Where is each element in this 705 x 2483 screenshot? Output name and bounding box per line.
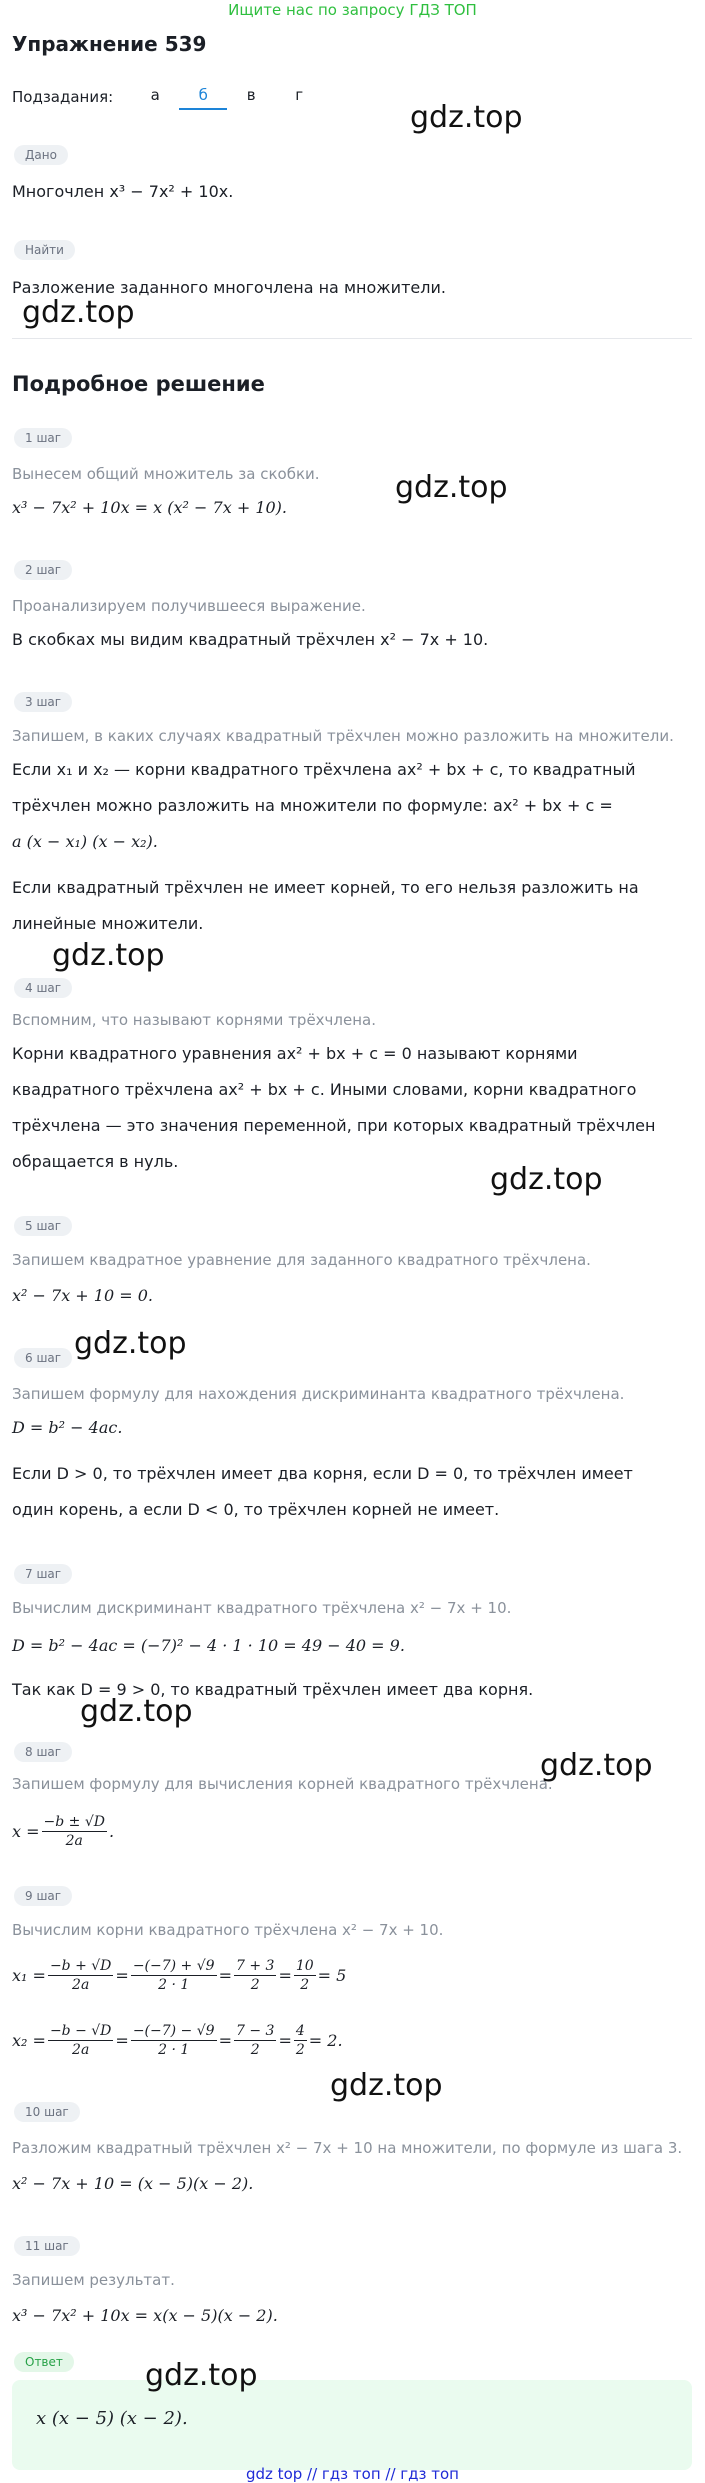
x1-frac-3 <box>234 1957 276 1994</box>
x2-f4-num: 4 <box>295 2022 305 2039</box>
step-5-line: x² − 7x + 10 = 0. <box>12 1286 153 1305</box>
tab-g[interactable]: г <box>295 86 304 104</box>
x2-f4-den: 2 <box>295 2041 305 2058</box>
subtasks-label: Подзадания: <box>12 88 114 106</box>
x2-frac-3 <box>234 2022 276 2059</box>
tab-v[interactable]: в <box>246 86 256 104</box>
given-text: Многочлен x³ − 7x² + 10x. <box>12 182 234 201</box>
step-6-line-3: один корень, а если D < 0, то трёхчлен корней не имеет. <box>12 1500 500 1519</box>
x1-frac-1 <box>48 1957 113 1994</box>
x2-frac-4 <box>294 2022 307 2059</box>
step-7-hint: Вычислим дискриминант квадратного трёхчлена x² − 7x + 10. <box>12 1599 512 1617</box>
subtask-tabs <box>12 84 323 110</box>
divider <box>12 338 692 339</box>
step-3-pill: 3 шаг <box>14 692 72 712</box>
step-4-line-4: обращается в нуль. <box>12 1152 179 1171</box>
watermark: gdz.top <box>52 938 165 973</box>
top-banner[interactable]: Ищите нас по запросу ГДЗ ТОП <box>228 1 477 19</box>
step-6-line-1: D = b² − 4ac. <box>12 1418 123 1437</box>
x2-frac-2 <box>131 2022 217 2059</box>
watermark: gdz.top <box>145 2358 258 2393</box>
x1-tail: = 5 <box>317 1965 347 1985</box>
tab-b[interactable]: б <box>179 84 227 110</box>
step-3-hint: Запишем, в каких случаях квадратный трёхчлен можно разложить на множители. <box>12 727 674 745</box>
step-11-line: x³ − 7x² + 10x = x(x − 5)(x − 2). <box>12 2306 278 2325</box>
x1-f2-den: 2 · 1 <box>158 1976 190 1993</box>
step-9-hint: Вычислим корни квадратного трёхчлена x² − 7x + 10. <box>12 1921 444 1939</box>
formula-tail: . <box>108 1821 115 1841</box>
watermark: gdz.top <box>490 1162 603 1197</box>
x2-f3-num: 7 − 3 <box>235 2022 275 2039</box>
step-10-line: x² − 7x + 10 = (x − 5)(x − 2). <box>12 2174 254 2193</box>
step-11-hint: Запишем результат. <box>12 2271 175 2289</box>
step-4-pill: 4 шаг <box>14 978 72 998</box>
step-8-hint: Запишем формулу для вычисления корней квадратного трёхчлена. <box>12 1775 553 1793</box>
step-10-pill: 10 шаг <box>14 2102 80 2122</box>
x2-frac-1 <box>48 2022 113 2059</box>
step-2-hint: Проанализируем получившееся выражение. <box>12 597 366 615</box>
x1-frac-2 <box>131 1957 217 1994</box>
watermark: gdz.top <box>74 1326 187 1361</box>
x1-f4-den: 2 <box>300 1976 310 1993</box>
step-2-pill: 2 шаг <box>14 560 72 580</box>
step-9-x2: x₂ = $\frac{-b - √D}{2a}$ = $\frac{-(-7) - √9}{2 \cdot 1}$ = $\frac{7 - 3}{2}$ = $\frac{4}{2}$ = 2. <box>12 2022 343 2058</box>
tab-a[interactable]: а <box>150 86 160 104</box>
x2-f2-num: −(−7) − √9 <box>132 2022 215 2039</box>
x1-f3-den: 2 <box>250 1976 260 1993</box>
step-8-pill: 8 шаг <box>14 1742 72 1762</box>
watermark: gdz.top <box>395 470 508 505</box>
step-4-line-1: Корни квадратного уравнения ax² + bx + c = 0 называют корнями <box>12 1044 578 1063</box>
step-6-line-2: Если D > 0, то трёхчлен имеет два корня, если D = 0, то трёхчлен имеет <box>12 1464 633 1483</box>
step-5-pill: 5 шаг <box>14 1216 72 1236</box>
step-1-pill: 1 шаг <box>14 428 72 448</box>
step-9-pill: 9 шаг <box>14 1886 72 1906</box>
x2-f1-num: −b − √D <box>49 2022 112 2039</box>
step-3-line-5: линейные множители. <box>12 914 204 933</box>
step-3-line-1: Если x₁ и x₂ — корни квадратного трёхчлена ax² + bx + c, то квадратный <box>12 760 636 779</box>
x1-f3-num: 7 + 3 <box>235 1957 275 1974</box>
find-text: Разложение заданного многочлена на множители. <box>12 278 446 297</box>
step-10-hint: Разложим квадратный трёхчлен x² − 7x + 10 на множители, по формуле из шага 3. <box>12 2139 683 2157</box>
footer-links[interactable]: gdz top // гдз топ // гдз топ <box>246 2465 459 2483</box>
formula-den: 2a <box>65 1832 83 1849</box>
step-1-line: x³ − 7x² + 10x = x (x² − 7x + 10). <box>12 498 288 517</box>
step-2-line: В скобках мы видим квадратный трёхчлен x² − 7x + 10. <box>12 630 489 649</box>
x1-frac-4 <box>294 1957 316 1994</box>
step-7-pill: 7 шаг <box>14 1564 72 1584</box>
step-3-line-4: Если квадратный трёхчлен не имеет корней, то его нельзя разложить на <box>12 878 639 897</box>
watermark: gdz.top <box>330 2068 443 2103</box>
step-4-hint: Вспомним, что называют корнями трёхчлена. <box>12 1011 377 1029</box>
step-1-hint: Вынесем общий множитель за скобки. <box>12 465 320 483</box>
given-pill: Дано <box>14 145 68 165</box>
answer-text: x (x − 5) (x − 2). <box>36 2408 188 2429</box>
step-7-line-2: Так как D = 9 > 0, то квадратный трёхчлен имеет два корня. <box>12 1680 534 1699</box>
step-7-line-1: D = b² − 4ac = (−7)² − 4 · 1 · 10 = 49 − 40 = 9. <box>12 1636 405 1655</box>
step-9-x1: x₁ = $\frac{-b + √D}{2a}$ = $\frac{-(-7) + √9}{2 \cdot 1}$ = $\frac{7 + 3}{2}$ = $\frac{10}{2}$ = 5 <box>12 1957 347 1993</box>
step-3-line-2: трёхчлен можно разложить на множители по формуле: ax² + bx + c = <box>12 796 613 815</box>
watermark: gdz.top <box>410 100 523 135</box>
x1-lhs: x₁ = <box>12 1965 46 1985</box>
step-6-pill: 6 шаг <box>14 1348 72 1368</box>
page-title: Упражнение 539 <box>12 32 207 56</box>
answer-pill: Ответ <box>14 2352 74 2372</box>
x1-f2-num: −(−7) + √9 <box>132 1957 215 1974</box>
watermark: gdz.top <box>22 295 135 330</box>
x1-f4-num: 10 <box>295 1957 314 1974</box>
step-4-line-2: квадратного трёхчлена ax² + bx + c. Иными словами, корни квадратного <box>12 1080 637 1099</box>
watermark: gdz.top <box>80 1694 193 1729</box>
x2-f3-den: 2 <box>250 2041 260 2058</box>
solution-title: Подробное решение <box>12 372 265 396</box>
x2-f2-den: 2 · 1 <box>158 2041 190 2058</box>
step-6-hint: Запишем формулу для нахождения дискриминанта квадратного трёхчлена. <box>12 1385 625 1403</box>
step-8-formula <box>12 1796 114 1866</box>
step-4-line-3: трёхчлена — это значения переменной, при которых квадратный трёхчлен <box>12 1116 656 1135</box>
x2-f1-den: 2a <box>72 2041 90 2058</box>
x2-tail: = 2. <box>308 2030 343 2050</box>
x1-f1-num: −b + √D <box>49 1957 112 1974</box>
find-pill: Найти <box>14 240 75 260</box>
formula-lhs: x = <box>12 1821 40 1841</box>
x1-f1-den: 2a <box>72 1976 90 1993</box>
step-11-pill: 11 шаг <box>14 2236 80 2256</box>
watermark: gdz.top <box>540 1748 653 1783</box>
x2-lhs: x₂ = <box>12 2030 46 2050</box>
formula-num: −b ± √D <box>43 1813 105 1830</box>
step-3-line-3: a (x − x₁) (x − x₂). <box>12 832 158 851</box>
step-5-hint: Запишем квадратное уравнение для заданного квадратного трёхчлена. <box>12 1251 591 1269</box>
formula-fraction <box>42 1813 107 1850</box>
